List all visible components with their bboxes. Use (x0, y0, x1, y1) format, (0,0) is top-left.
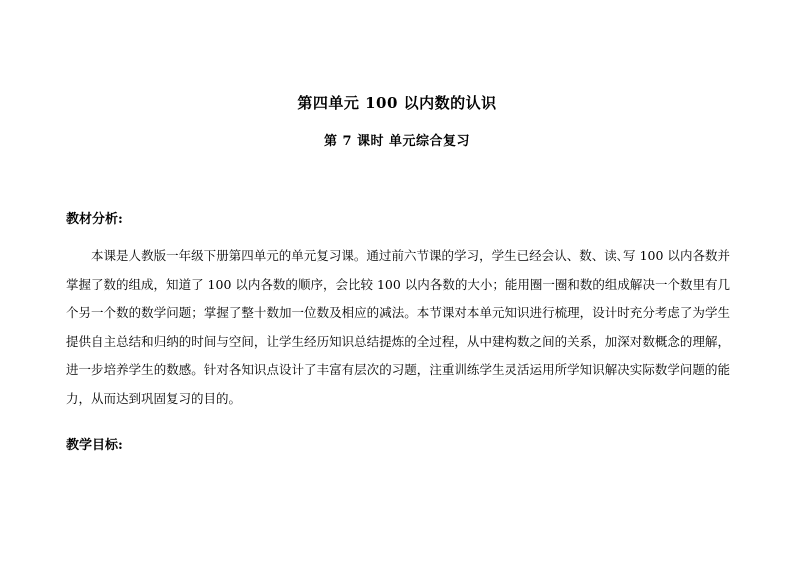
unit-title: 第四单元 100 以内数的认识 (297, 94, 497, 112)
lesson-subtitle: 第 7 课时 单元综合复习 (323, 134, 471, 149)
section-heading-teaching-goals: 教学目标: (66, 438, 123, 453)
section-heading-material-analysis: 教材分析: (66, 212, 123, 227)
material-analysis-paragraph: 本课是人教版一年级下册第四单元的单元复习课。通过前六节课的学习，学生已经会认、数、读､写 100 以内各数并掌握了数的组成，知道了 100 以内各数的顺序，会比较 100 以内各数的大小；能用圈一圈和数的组成解决一个数里有几个另一个数的数学问题；掌握了整十数加一位数及相应的减法。本节课对本单元知识进行梳理，设计时充分考虑了为学生提供自主总结和归纳的时间与空间，让学生经历知识总结提炼的全过程，从中建构数之间的关系，加深对数概念的理解，进一步培养学生的数感。针对各知识点设计了丰富有层次的习题，注重训练学生灵活运用所学知识解决实际数学问题的能力，从而达到巩固复习的目的。 (66, 248, 730, 406)
